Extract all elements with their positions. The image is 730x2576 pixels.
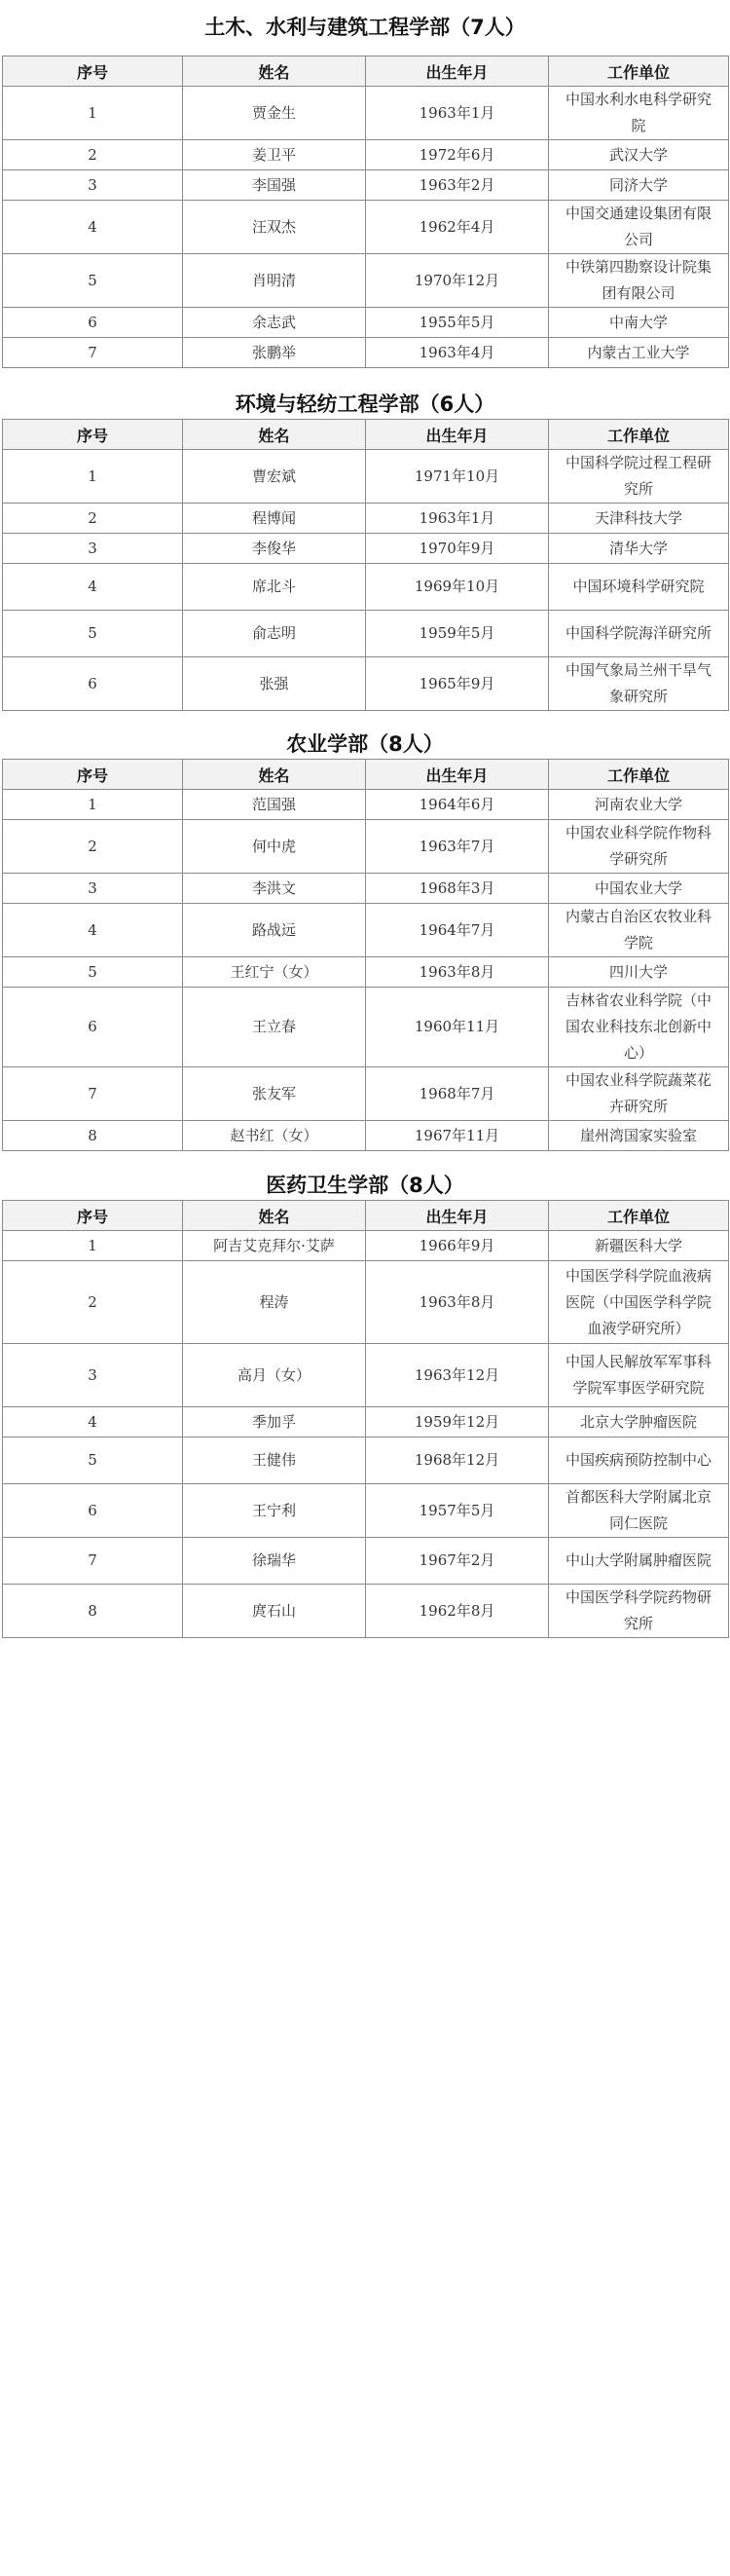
cell-index: 8 xyxy=(3,1121,183,1151)
cell-name: 李俊华 xyxy=(183,534,366,564)
section-4 xyxy=(0,1172,730,1638)
cell-name: 王健伟 xyxy=(183,1437,366,1484)
cell-unit: 中山大学附属肿瘤医院 xyxy=(549,1538,729,1585)
cell-birth: 1964年6月 xyxy=(366,790,549,820)
table-row xyxy=(3,790,729,820)
cell-birth: 1963年4月 xyxy=(366,338,549,368)
col-index-header: 序号 xyxy=(3,760,183,790)
col-name-header: 姓名 xyxy=(183,760,366,790)
cell-name: 徐瑞华 xyxy=(183,1538,366,1585)
cell-birth: 1963年2月 xyxy=(366,170,549,201)
table-row xyxy=(3,140,729,170)
cell-index: 5 xyxy=(3,957,183,988)
cell-birth: 1968年3月 xyxy=(366,874,549,904)
members-table xyxy=(2,1200,729,1638)
table-row xyxy=(3,308,729,338)
cell-unit: 内蒙古自治区农牧业科学院 xyxy=(549,904,729,957)
section-title: 环境与轻纺工程学部（6人） xyxy=(235,392,495,416)
table-row xyxy=(3,904,729,957)
table-row xyxy=(3,1437,729,1484)
cell-name: 高月（女） xyxy=(183,1344,366,1407)
cell-unit: 四川大学 xyxy=(549,957,729,988)
col-name-header: 姓名 xyxy=(183,56,366,87)
table-row xyxy=(3,170,729,201)
cell-index: 4 xyxy=(3,904,183,957)
cell-unit: 同济大学 xyxy=(549,170,729,201)
cell-index: 2 xyxy=(3,820,183,874)
cell-unit: 北京大学肿瘤医院 xyxy=(549,1407,729,1437)
cell-index: 4 xyxy=(3,564,183,611)
cell-unit: 中国医学科学院药物研究所 xyxy=(549,1585,729,1638)
cell-unit: 中国水利水电科学研究院 xyxy=(549,87,729,140)
cell-unit: 吉林省农业科学院（中国农业科技东北创新中心） xyxy=(549,988,729,1067)
cell-unit: 中南大学 xyxy=(549,308,729,338)
cell-index: 5 xyxy=(3,254,183,308)
col-birth-header: 出生年月 xyxy=(366,56,549,87)
cell-unit: 中国科学院海洋研究所 xyxy=(549,611,729,657)
cell-birth: 1963年8月 xyxy=(366,957,549,988)
section-title: 土木、水利与建筑工程学部（7人） xyxy=(204,16,526,39)
cell-index: 2 xyxy=(3,504,183,534)
table-header-row xyxy=(3,56,729,87)
cell-birth: 1960年11月 xyxy=(366,988,549,1067)
cell-birth: 1963年12月 xyxy=(366,1344,549,1407)
cell-index: 7 xyxy=(3,1538,183,1585)
cell-index: 6 xyxy=(3,1484,183,1538)
cell-index: 8 xyxy=(3,1585,183,1638)
cell-index: 4 xyxy=(3,1407,183,1437)
cell-index: 4 xyxy=(3,201,183,254)
cell-birth: 1966年9月 xyxy=(366,1231,549,1261)
cell-unit: 中国科学院过程工程研究所 xyxy=(549,450,729,504)
cell-name: 张鹏举 xyxy=(183,338,366,368)
cell-name: 肖明清 xyxy=(183,254,366,308)
cell-unit: 中国人民解放军军事科学院军事医学研究院 xyxy=(549,1344,729,1407)
cell-unit: 崖州湾国家实验室 xyxy=(549,1121,729,1151)
col-name-header: 姓名 xyxy=(183,420,366,450)
table-row xyxy=(3,820,729,874)
table-row xyxy=(3,1261,729,1344)
table-row xyxy=(3,534,729,564)
cell-birth: 1970年12月 xyxy=(366,254,549,308)
cell-name: 曹宏斌 xyxy=(183,450,366,504)
cell-name: 程涛 xyxy=(183,1261,366,1344)
cell-birth: 1968年12月 xyxy=(366,1437,549,1484)
col-index-header: 序号 xyxy=(3,56,183,87)
cell-name: 俞志明 xyxy=(183,611,366,657)
table-header-row xyxy=(3,1201,729,1231)
table-row xyxy=(3,338,729,368)
table-header-row xyxy=(3,420,729,450)
cell-birth: 1972年6月 xyxy=(366,140,549,170)
section-2 xyxy=(0,391,730,711)
cell-birth: 1959年12月 xyxy=(366,1407,549,1437)
col-birth-header: 出生年月 xyxy=(366,1201,549,1231)
section-title: 医药卫生学部（8人） xyxy=(266,1174,464,1197)
cell-unit: 新疆医科大学 xyxy=(549,1231,729,1261)
table-row xyxy=(3,1121,729,1151)
cell-name: 姜卫平 xyxy=(183,140,366,170)
cell-name: 张友军 xyxy=(183,1067,366,1121)
cell-birth: 1964年7月 xyxy=(366,904,549,957)
cell-birth: 1968年7月 xyxy=(366,1067,549,1121)
table-row xyxy=(3,504,729,534)
cell-index: 3 xyxy=(3,170,183,201)
cell-unit: 首都医科大学附属北京同仁医院 xyxy=(549,1484,729,1538)
cell-name: 阿吉艾克拜尔·艾萨 xyxy=(183,1231,366,1261)
cell-name: 张强 xyxy=(183,657,366,711)
table-row xyxy=(3,564,729,611)
cell-birth: 1955年5月 xyxy=(366,308,549,338)
cell-name: 余志武 xyxy=(183,308,366,338)
col-unit-header: 工作单位 xyxy=(549,760,729,790)
cell-name: 王宁利 xyxy=(183,1484,366,1538)
table-row xyxy=(3,611,729,657)
cell-unit: 清华大学 xyxy=(549,534,729,564)
cell-name: 范国强 xyxy=(183,790,366,820)
cell-birth: 1963年8月 xyxy=(366,1261,549,1344)
cell-index: 1 xyxy=(3,1231,183,1261)
members-table xyxy=(2,419,729,711)
cell-name: 何中虎 xyxy=(183,820,366,874)
cell-name: 李洪文 xyxy=(183,874,366,904)
table-row xyxy=(3,450,729,504)
col-unit-header: 工作单位 xyxy=(549,56,729,87)
cell-birth: 1970年9月 xyxy=(366,534,549,564)
cell-name: 贾金生 xyxy=(183,87,366,140)
table-row xyxy=(3,1484,729,1538)
table-row xyxy=(3,1407,729,1437)
table-row xyxy=(3,1067,729,1121)
table-row xyxy=(3,1231,729,1261)
table-row xyxy=(3,1585,729,1638)
cell-name: 王红宁（女） xyxy=(183,957,366,988)
section-title: 农业学部（8人） xyxy=(286,732,444,756)
cell-birth: 1959年5月 xyxy=(366,611,549,657)
cell-name: 李国强 xyxy=(183,170,366,201)
cell-unit: 中国农业大学 xyxy=(549,874,729,904)
cell-birth: 1969年10月 xyxy=(366,564,549,611)
cell-birth: 1963年1月 xyxy=(366,504,549,534)
cell-index: 1 xyxy=(3,790,183,820)
members-table xyxy=(2,56,729,368)
col-birth-header: 出生年月 xyxy=(366,760,549,790)
cell-name: 庹石山 xyxy=(183,1585,366,1638)
cell-index: 2 xyxy=(3,1261,183,1344)
cell-unit: 中国医学科学院血液病医院（中国医学科学院血液学研究所） xyxy=(549,1261,729,1344)
cell-index: 2 xyxy=(3,140,183,170)
cell-unit: 内蒙古工业大学 xyxy=(549,338,729,368)
table-row xyxy=(3,1538,729,1585)
cell-name: 汪双杰 xyxy=(183,201,366,254)
col-unit-header: 工作单位 xyxy=(549,1201,729,1231)
cell-index: 5 xyxy=(3,1437,183,1484)
table-row xyxy=(3,87,729,140)
cell-unit: 中国农业科学院作物科学研究所 xyxy=(549,820,729,874)
cell-birth: 1965年9月 xyxy=(366,657,549,711)
cell-index: 6 xyxy=(3,308,183,338)
cell-birth: 1963年7月 xyxy=(366,820,549,874)
cell-name: 季加孚 xyxy=(183,1407,366,1437)
section-1 xyxy=(0,0,730,368)
section-3 xyxy=(0,730,730,1151)
table-row xyxy=(3,657,729,711)
table-row xyxy=(3,201,729,254)
cell-index: 6 xyxy=(3,657,183,711)
cell-name: 王立春 xyxy=(183,988,366,1067)
cell-unit: 中国交通建设集团有限公司 xyxy=(549,201,729,254)
col-index-header: 序号 xyxy=(3,420,183,450)
cell-birth: 1962年4月 xyxy=(366,201,549,254)
cell-unit: 中国农业科学院蔬菜花卉研究所 xyxy=(549,1067,729,1121)
col-name-header: 姓名 xyxy=(183,1201,366,1231)
cell-birth: 1962年8月 xyxy=(366,1585,549,1638)
col-unit-header: 工作单位 xyxy=(549,420,729,450)
cell-name: 程博闻 xyxy=(183,504,366,534)
cell-name: 赵书红（女） xyxy=(183,1121,366,1151)
table-header-row xyxy=(3,760,729,790)
cell-index: 6 xyxy=(3,988,183,1067)
cell-index: 7 xyxy=(3,338,183,368)
cell-index: 3 xyxy=(3,1344,183,1407)
cell-name: 路战远 xyxy=(183,904,366,957)
cell-unit: 天津科技大学 xyxy=(549,504,729,534)
cell-index: 1 xyxy=(3,450,183,504)
cell-birth: 1967年11月 xyxy=(366,1121,549,1151)
cell-unit: 中国气象局兰州干旱气象研究所 xyxy=(549,657,729,711)
cell-unit: 武汉大学 xyxy=(549,140,729,170)
table-row xyxy=(3,988,729,1067)
cell-index: 5 xyxy=(3,611,183,657)
cell-unit: 中国环境科学研究院 xyxy=(549,564,729,611)
col-birth-header: 出生年月 xyxy=(366,420,549,450)
cell-index: 7 xyxy=(3,1067,183,1121)
cell-name: 席北斗 xyxy=(183,564,366,611)
col-index-header: 序号 xyxy=(3,1201,183,1231)
table-row xyxy=(3,874,729,904)
cell-index: 3 xyxy=(3,534,183,564)
table-row xyxy=(3,957,729,988)
cell-index: 1 xyxy=(3,87,183,140)
cell-unit: 中国疾病预防控制中心 xyxy=(549,1437,729,1484)
cell-birth: 1971年10月 xyxy=(366,450,549,504)
cell-birth: 1963年1月 xyxy=(366,87,549,140)
cell-unit: 中铁第四勘察设计院集团有限公司 xyxy=(549,254,729,308)
cell-index: 3 xyxy=(3,874,183,904)
cell-birth: 1957年5月 xyxy=(366,1484,549,1538)
table-row xyxy=(3,1344,729,1407)
cell-birth: 1967年2月 xyxy=(366,1538,549,1585)
table-row xyxy=(3,254,729,308)
cell-unit: 河南农业大学 xyxy=(549,790,729,820)
members-table xyxy=(2,759,729,1151)
